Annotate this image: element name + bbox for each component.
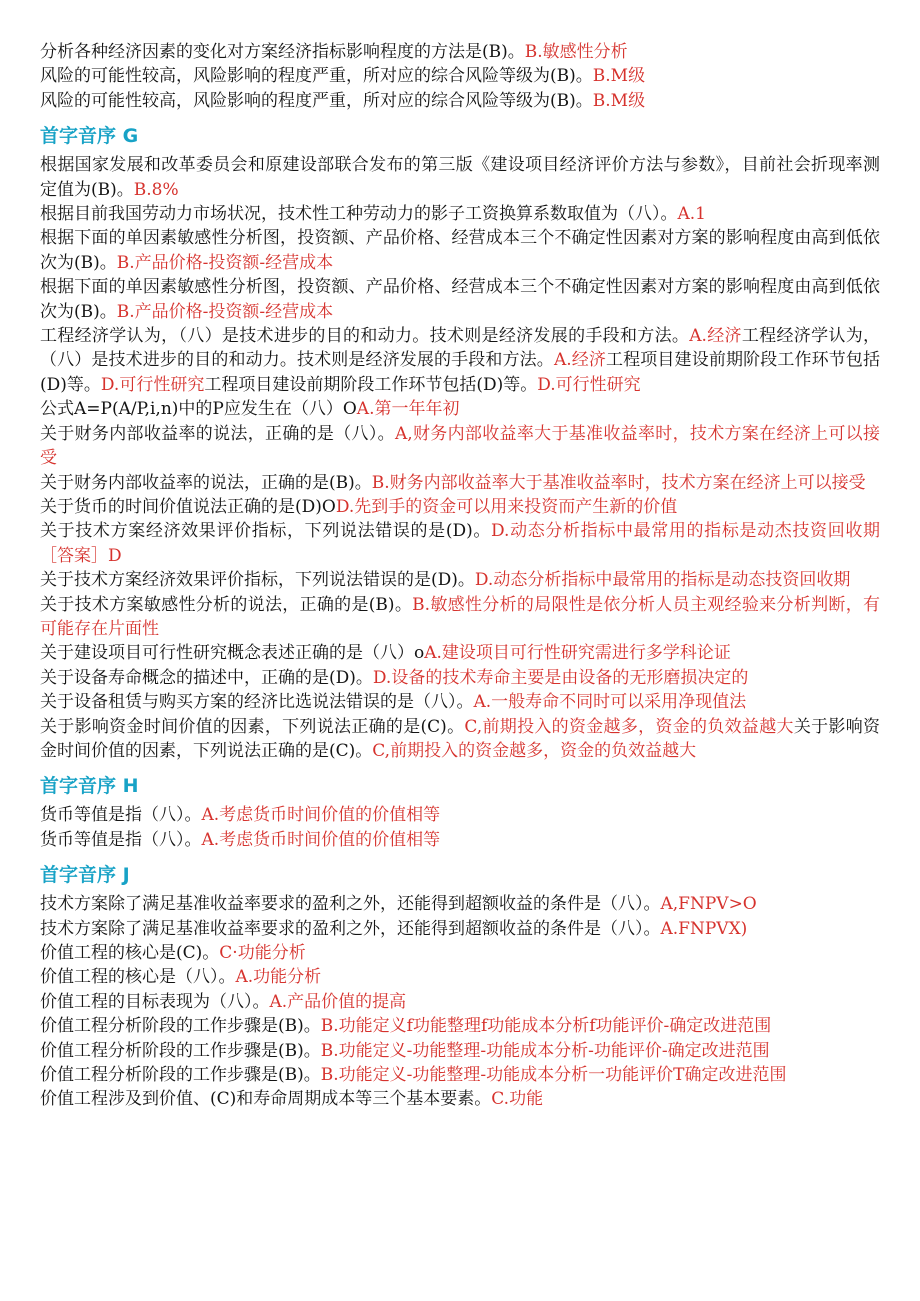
question-text: 关于设备租赁与购买方案的经济比选说法错误的是（八）。	[40, 692, 474, 713]
answer-text: B.功能定义-功能整理-功能成本分析一功能评价T确定改进范围	[320, 1065, 787, 1086]
answer-text: A.FNPVX)	[660, 918, 748, 939]
answer-text: B.产品价格-投资额-经营成本	[116, 252, 334, 273]
question-text: 工程项目建设前期阶段工作环节包括(D)等。	[40, 350, 881, 395]
answer-text: B.M级	[592, 90, 646, 111]
qa-line	[40, 715, 880, 764]
answer-text: C,前期投入的资金越多，资金的负效益越大	[372, 740, 697, 761]
qa-line	[40, 1014, 880, 1038]
answer-text: A.第一年年初	[356, 399, 460, 420]
question-text: 关于影响资金时间价值的因素，下列说法正确的是(C)。	[40, 716, 880, 761]
qa-line	[40, 803, 880, 827]
question-text: 关于建设项目可行性研究概念表述正确的是（八）o	[40, 643, 425, 664]
question-text: 价值工程分析阶段的工作步骤是(B)。	[40, 1065, 321, 1086]
answer-text: A.考虑货币时间价值的价值相等	[201, 829, 441, 850]
answer-text: B.8%	[133, 179, 179, 200]
question-text: 价值工程分析阶段的工作步骤是(B)。	[40, 1016, 321, 1037]
question-text: 根据下面的单因素敏感性分析图，投资额、产品价格、经营成本三个不确定性因素对方案的影响程度由高到低依次为(B)。	[40, 277, 880, 322]
answer-text: A.一般寿命不同时可以采用净现值法	[473, 692, 747, 713]
qa-line	[40, 226, 880, 275]
answer-text: A,财务内部收益率大于基准收益率时，技术方案在经济上可以接受	[40, 423, 880, 469]
answer-text: A.产品价值的提高	[269, 991, 407, 1012]
section-h	[40, 803, 880, 852]
answer-text: B.敏感性分析	[524, 42, 628, 62]
answer-text: B.功能定义-功能整理-功能成本分析-功能评价-确定改进范围	[320, 1040, 770, 1061]
question-text: 价值工程分析阶段的工作步骤是(B)。	[40, 1040, 321, 1061]
answer-text: B.产品价格-投资额-经营成本	[116, 301, 334, 322]
qa-line	[40, 593, 880, 642]
answer-text: B.敏感性分析的局限性是依分析人员主观经验来分析判断，有可能存在片面性	[40, 594, 880, 639]
answer-text: D.可行性研究	[537, 374, 641, 395]
question-text: 工程经济学认为，（八）是技术进步的目的和动力。技术则是经济发展的手段和方法。	[40, 326, 690, 347]
question-text: 关于财务内部收益率的说法，正确的是(B)。	[40, 472, 372, 493]
question-text: 关于技术方案经济效果评价指标，下列说法错误的是(D)。	[40, 521, 492, 542]
qa-line	[40, 941, 880, 965]
question-text: 关于技术方案敏感性分析的说法，正确的是(B)。	[40, 594, 413, 615]
qa-line	[40, 275, 880, 324]
question-text: 风险的可能性较高，风险影响的程度严重，所对应的综合风险等级为(B)。	[40, 66, 593, 87]
qa-line	[40, 202, 880, 226]
answer-text: D.先到手的资金可以用来投资而产生新的价值	[335, 496, 678, 517]
qa-line	[40, 64, 880, 88]
question-text: 根据目前我国劳动力市场状况，技术性工种劳动力的影子工资换算系数取值为（八）。	[40, 204, 678, 225]
qa-line	[40, 965, 880, 989]
answer-text: D.可行性研究	[100, 374, 205, 395]
answer-text: C,前期投入的资金越多，资金的负效益越大	[464, 716, 794, 737]
question-text: 工程经济学认为，（八）是技术进步的目的和动力。技术则是经济发展的手段和方法。	[40, 326, 881, 371]
question-text: 价值工程的核心是（八）。	[40, 967, 236, 988]
answer-text: B.功能定义f功能整理f功能成本分析f功能评价-确定改进范围	[320, 1016, 772, 1037]
qa-line	[40, 828, 880, 852]
qa-line	[40, 690, 880, 714]
question-text: 货币等值是指（八）。	[40, 829, 202, 850]
question-text: 货币等值是指（八）。	[40, 805, 202, 826]
qa-line	[40, 1039, 880, 1063]
answer-text: A.经济	[553, 350, 607, 371]
answer-text: A.考虑货币时间价值的价值相等	[201, 805, 441, 826]
answer-text: A.1	[677, 204, 706, 225]
question-text: 公式A=P(A/P,i,n)中的P应发生在（八）O	[40, 399, 357, 420]
answer-text: A.建设项目可行性研究需进行多学科论证	[424, 643, 731, 664]
question-text: 价值工程的目标表现为（八）。	[40, 991, 270, 1012]
qa-line	[40, 153, 880, 202]
qa-line	[40, 89, 880, 113]
qa-line	[40, 892, 880, 916]
answer-text: C.功能	[491, 1089, 544, 1110]
section-j	[40, 892, 880, 1112]
answer-text: D.设备的技术寿命主要是由设备的无形磨损决定的	[372, 667, 749, 688]
question-text: 价值工程的核心是(C)。	[40, 943, 220, 963]
answer-text: A.功能分析	[235, 967, 322, 988]
section-heading-g: 首字音序 G	[40, 125, 139, 148]
question-text: 风险的可能性较高，风险影响的程度严重，所对应的综合风险等级为(B)。	[40, 90, 593, 111]
section-untitled	[40, 40, 880, 113]
qa-line	[40, 422, 880, 471]
qa-line	[40, 990, 880, 1014]
question-text: 关于影响资金时间价值的因素，下列说法正确的是(C)。	[40, 716, 465, 737]
qa-line	[40, 519, 880, 568]
section-g	[40, 153, 880, 763]
qa-line	[40, 397, 880, 421]
question-text: 根据国家发展和改革委员会和原建设部联合发布的第三版《建设项目经济评价方法与参数》，目前社会折现率测定值为(B)。	[40, 155, 880, 200]
answer-text: A,FNPV>O	[660, 894, 757, 915]
answer-text: D.动态分析指标中最常用的指标是动态技资回收期	[474, 570, 851, 591]
qa-line	[40, 1087, 880, 1111]
answer-text: B.M级	[592, 66, 646, 87]
qa-line	[40, 568, 880, 592]
qa-line	[40, 641, 880, 665]
question-text: 关于货币的时间价值说法正确的是(D)O	[40, 496, 336, 517]
answer-text: C·功能分析	[219, 943, 306, 963]
qa-line	[40, 40, 880, 64]
question-text: 分析各种经济因素的变化对方案经济指标影响程度的方法是(B)。	[40, 42, 525, 62]
qa-line	[40, 917, 880, 941]
question-text: 关于财务内部收益率的说法，正确的是（八）。	[40, 423, 395, 444]
section-heading-j: 首字音序 J	[40, 864, 130, 887]
question-text: 关于设备寿命概念的描述中，正确的是(D)。	[40, 667, 373, 688]
qa-line	[40, 1063, 880, 1087]
answer-text: D.动态分析指标中最常用的指标是动杰技资回收期［答案］D	[40, 521, 880, 566]
answer-text: B.财务内部收益率大于基准收益率时，技术方案在经济上可以接受	[371, 472, 866, 493]
qa-line	[40, 324, 880, 397]
qa-line	[40, 666, 880, 690]
question-text: 技术方案除了满足基准收益率要求的盈利之外，还能得到超额收益的条件是（八）。	[40, 918, 661, 939]
question-text: 关于技术方案经济效果评价指标，下列说法错误的是(D)。	[40, 570, 475, 591]
answer-text: A.经济	[689, 326, 742, 347]
question-text: 技术方案除了满足基准收益率要求的盈利之外，还能得到超额收益的条件是（八）。	[40, 894, 661, 915]
question-text: 工程项目建设前期阶段工作环节包括(D)等。	[204, 374, 538, 395]
section-heading-h: 首字音序 H	[40, 775, 139, 798]
question-text: 价值工程涉及到价值、(C)和寿命周期成本等三个基本要素。	[40, 1089, 492, 1110]
question-text: 根据下面的单因素敏感性分析图，投资额、产品价格、经营成本三个不确定性因素对方案的影响程度由高到低依次为(B)。	[40, 228, 880, 273]
qa-line	[40, 495, 880, 519]
qa-line	[40, 471, 880, 495]
